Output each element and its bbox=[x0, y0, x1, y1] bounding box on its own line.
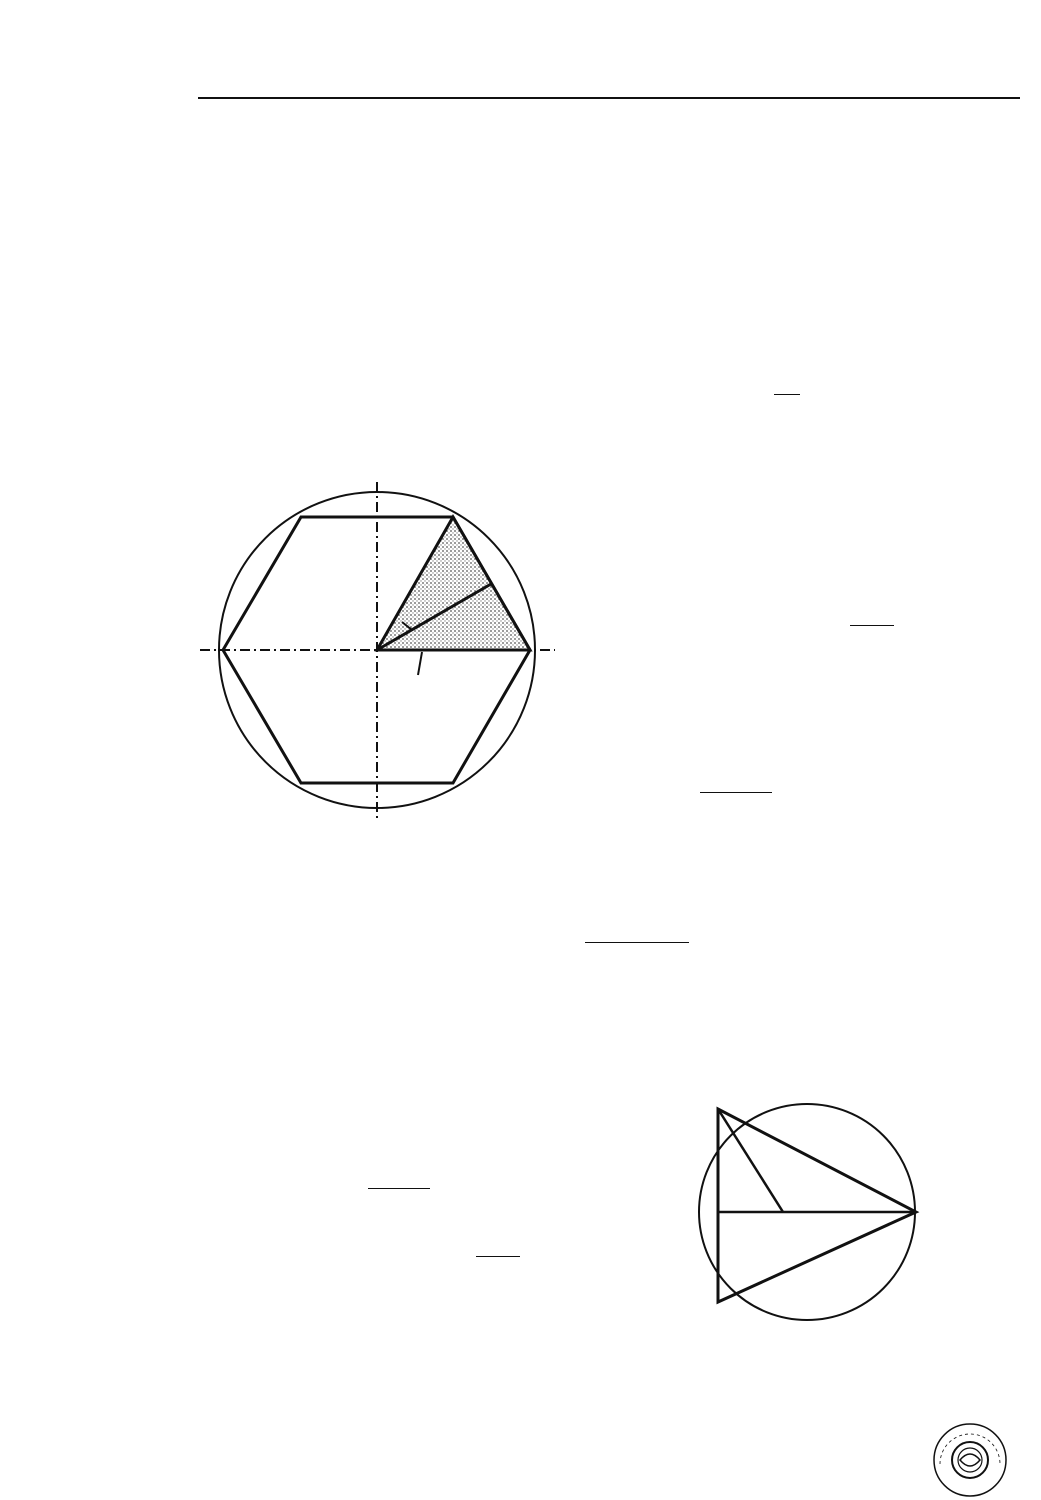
sqrt3-over-2-fraction bbox=[850, 625, 894, 626]
equation-sin60-fraction bbox=[476, 1256, 520, 1257]
equation-sin60-num bbox=[476, 1256, 520, 1257]
equation-numeric-fraction bbox=[585, 942, 689, 943]
figure-triangle bbox=[690, 1070, 940, 1360]
r-arrow-mark bbox=[418, 652, 422, 675]
equation-ah-fraction bbox=[368, 1188, 430, 1189]
foundation-stamp bbox=[930, 1420, 1010, 1500]
sqrt3-num bbox=[850, 625, 894, 626]
equation-eta-num bbox=[700, 792, 772, 793]
equation-eta-fraction bbox=[700, 792, 772, 793]
triangle-aob bbox=[377, 517, 530, 650]
equation-numeric-num bbox=[585, 942, 689, 943]
equation-ah-num bbox=[368, 1188, 430, 1189]
figure-hexagon bbox=[190, 470, 590, 890]
equation-ab-fraction bbox=[774, 394, 800, 395]
equation-ab-num bbox=[774, 394, 800, 395]
header-rule bbox=[198, 97, 1020, 99]
